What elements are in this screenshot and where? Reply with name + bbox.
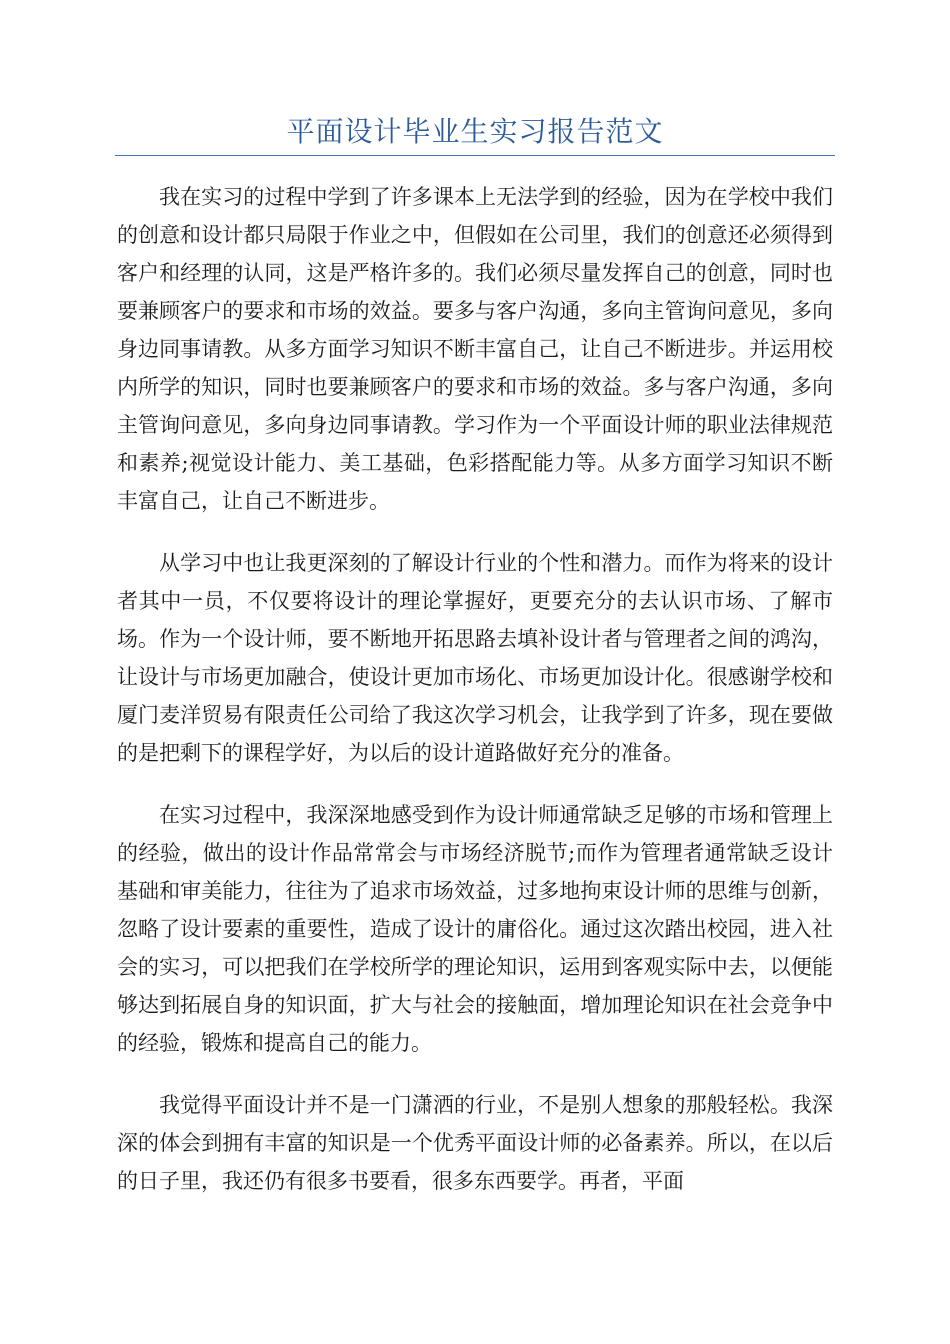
document-body	[117, 178, 833, 1224]
paragraph-2: 从学习中也让我更深刻的了解设计行业的个性和潜力。而作为将来的设计者其中一员，不仅要将设计的理论掌握好，更要充分的去认识市场、了解市场。作为一个设计师，要不断地开拓思路去填补设计者与管理者之间的鸿沟，让设计与市场更加融合，使设计更加市场化、市场更加设计化。很感谢学校和厦门麦洋贸易有限责任公司给了我这次学习机会，让我学到了许多，现在要做的是把剩下的课程学好，为以后的设计道路做好充分的准备。	[117, 551, 833, 765]
paragraph-4: 我觉得平面设计并不是一门潇洒的行业，不是别人想象的那般轻松。我深深的体会到拥有丰富的知识是一个优秀平面设计师的必备素养。所以，在以后的日子里，我还仍有很多书要看，很多东西要学。再者，平面	[117, 1093, 833, 1193]
title-underline	[115, 155, 835, 156]
document-title: 平面设计毕业生实习报告范文	[286, 115, 664, 148]
paragraph-3: 在实习过程中，我深深地感受到作为设计师通常缺乏足够的市场和管理上的经验，做出的设计作品常常会与市场经济脱节;而作为管理者通常缺乏设计基础和审美能力，往往为了追求市场效益，过多地拘束设计师的思维与创新，忽略了设计要素的重要性，造成了设计的庸俗化。通过这次踏出校园，进入社会的实习，可以把我们在学校所学的理论知识，运用到客观实际中去，以便能够达到拓展自身的知识面，扩大与社会的接触面，增加理论知识在社会竞争中的经验，锻炼和提高自己的能力。	[117, 803, 833, 1055]
paragraph-1: 我在实习的过程中学到了许多课本上无法学到的经验，因为在学校中我们的创意和设计都只局限于作业之中，但假如在公司里，我们的创意还必须得到客户和经理的认同，这是严格许多的。我们必须尽量发挥自己的创意，同时也要兼顾客户的要求和市场的效益。要多与客户沟通，多向主管询问意见，多向身边同事请教。从多方面学习知识不断丰富自己，让自己不断进步。并运用校内所学的知识，同时也要兼顾客户的要求和市场的效益。多与客户沟通，多向主管询问意见，多向身边同事请教。学习作为一个平面设计师的职业法律规范和素养;视觉设计能力、美工基础，色彩搭配能力等。从多方面学习知识不断丰富自己，让自己不断进步。	[117, 185, 833, 513]
